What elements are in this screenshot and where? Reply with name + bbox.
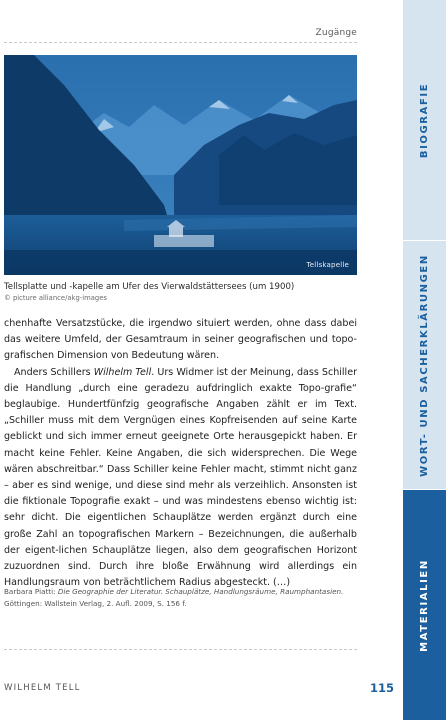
tab-materialien[interactable]: [403, 490, 446, 720]
tab-biografie-label: BIOGRAFIE: [419, 82, 430, 158]
source-author: Barbara Piatti:: [4, 587, 58, 596]
photo-credit: © picture alliance/akg-images: [4, 294, 107, 302]
running-footer-title: WILHELM TELL: [4, 683, 81, 693]
body-text: [4, 316, 357, 591]
tab-biografie[interactable]: [403, 0, 446, 240]
photo-tellsplatte: [4, 55, 357, 275]
header-divider: [4, 42, 357, 43]
photo-illustration: [4, 55, 357, 275]
page-number: 115: [369, 681, 394, 695]
tab-wort-und-sacherklaerungen-label: WORT- UND SACHERKLÄRUNGEN: [419, 253, 430, 477]
paragraph-2-start: Anders Schillers: [14, 366, 94, 378]
photo-inset-label: Tellskapelle: [306, 261, 349, 269]
tab-materialien-label: MATERIALIEN: [419, 558, 430, 652]
source-citation: [4, 586, 357, 609]
running-header-section: Zugänge: [315, 28, 357, 38]
paragraph-1: chenhafte Versatzstücke, die irgendwo situiert werden, ohne dass dabei das weitere Umfeld, der Gesamtraum in seiner geografischen und topo-grafischen Dimension von Bedeutung wären.: [4, 318, 357, 362]
footer-divider: [4, 649, 357, 650]
paragraph-2-rest: . Urs Widmer ist der Meinung, dass Schiller die Handlung „durch eine geradezu aufdringlich exakte Topo-grafie“ beglaubige. Hundertfünfzig geografische Angaben zählt er im Text. „Schiller muss mit dem Vergnügen eines Kopfreisenden auf seine Karte geblickt und sich immer erneut geeignete Orte herausgepickt haben. Er macht keine Fehler. Keine Angaben, die sich widersprechen. Die Wege wären abschreitbar.“ Dass Schiller keine Fehler macht, stimmt nicht ganz – aber es sind wenige, und diese sind mehr als verzeihlich. Ansonsten ist die fiktionale Topografie exakt – und was mindestens ebenso wichtig ist: sehr dicht. Die eigentlichen Schauplätze werden ergänzt durch eine große Zahl an topografischen Markern – Bezeichnungen, die außerhalb der eigent-lichen Schauplätze liegen, also dem geografischen Horizont zuzuordnen sind. Durch ihre bloße Erwähnung wird allerdings ein Handlungsraum von beträchtlichem Radius abgesteckt. (…): [4, 366, 358, 589]
photo-caption: Tellsplatte und -kapelle am Ufer des Vierwaldstättersees (um 1900): [4, 282, 295, 292]
work-title: Wilhelm Tell: [93, 366, 152, 378]
source-publisher: Göttingen: Wallstein Verlag, 2. Aufl. 2009, S. 156 f.: [4, 598, 187, 608]
tab-wort-und-sacherklaerungen[interactable]: [403, 241, 446, 489]
source-title: Die Geographie der Literatur. Schauplätze, Handlungsräume, Raumphantasien.: [57, 587, 344, 596]
chapter-tabs: [403, 0, 446, 720]
paragraph-2: [4, 365, 357, 592]
